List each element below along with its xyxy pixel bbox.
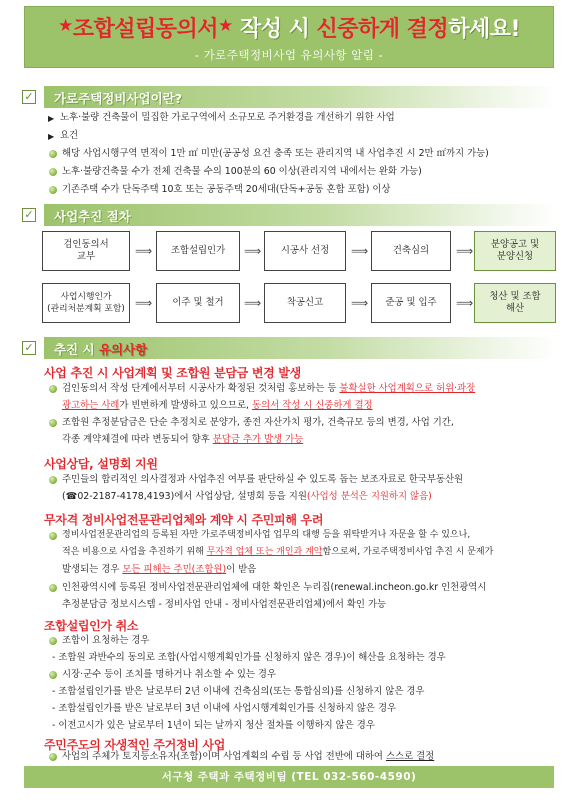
process-step [156, 231, 240, 271]
section-header-cautions [22, 337, 556, 359]
caution-text: 인천광역시에 등록된 정비사업전문관리업체에 대한 확인은 누리집(renewal.incheon.go.kr 인천광역시 [62, 582, 487, 593]
section-header-process [22, 204, 556, 226]
title-red-part-2: 신중하게 결정 [316, 17, 449, 42]
section-header-intro [22, 86, 556, 108]
section-title: 사업추진 절차 [54, 209, 131, 224]
triangle-bullet-icon: ▶ [48, 132, 55, 141]
bullet-icon [49, 584, 57, 592]
double-arrow-icon: ⟹ [351, 296, 369, 310]
double-arrow-icon: ⟹ [456, 244, 474, 258]
process-step [371, 283, 451, 323]
bullet-icon [49, 671, 57, 679]
bullet-icon [49, 532, 57, 540]
caution-heading: 사업상담, 설명회 지원 [44, 457, 158, 471]
title-end-part: 하세요! [448, 17, 520, 42]
requirement-item: 해당 사업시행구역 면적이 1만 ㎡ 미만(공공성 요건 충족 또는 관리지역 내 사업추진 시 2만 ㎡까지 가능) [62, 148, 489, 159]
bullet-icon [49, 150, 57, 158]
caution-text: - 조합설립인가를 받은 날로부터 2년 이내에 건축심의(또는 통합심의)를 신청하지 않은 경우 [52, 686, 425, 697]
caution-text: 각종 계약체결에 따라 변동되어 향후 분담금 추가 발생 가능 [62, 434, 304, 445]
star-icon: ★ [218, 16, 233, 36]
requirement-item: 기존주택 수가 단독주택 10호 또는 공동주택 20세대(단독+공동 혼합 포함) 이상 [62, 184, 391, 195]
double-arrow-icon: ⟹ [244, 244, 262, 258]
process-step [264, 231, 346, 271]
double-arrow-icon: ⟹ [135, 244, 153, 258]
caution-text: 광고하는 사례가 빈번하게 발생하고 있으므로, 동의서 작성 시 신중하게 결정 [62, 400, 373, 411]
bullet-icon [49, 186, 57, 194]
caution-text: 조합이 요청하는 경우 [62, 635, 150, 646]
process-step [42, 231, 130, 271]
checkbox-icon: ✓ [22, 90, 36, 104]
process-step-label: 착공신고 [286, 297, 324, 308]
checkbox-icon: ✓ [22, 341, 36, 355]
bullet-icon [49, 419, 57, 427]
process-step-label: 조합설립인가 [170, 245, 226, 256]
process-step [264, 283, 346, 323]
title-red-part: 조합설립동의서 [72, 17, 219, 42]
caution-text: 발생되는 경우 모든 피해는 주민(조합원)이 받음 [62, 564, 257, 575]
caution-text: 사업의 주체가 토지등소유자(조합)이며 사업계획의 수립 등 사업 전반에 대하여 스스로 결정 [62, 751, 435, 762]
bullet-icon [49, 385, 57, 393]
intro-definition: 노후·불량 건축물이 밀집한 가로구역에서 소규모로 주거환경을 개선하기 위한 사업 [60, 112, 395, 123]
process-step-label: 사업시행인가 (관리처분계획 포함) [47, 292, 125, 314]
process-step-label: 분양공고 및 분양신청 [490, 239, 540, 262]
process-step-label: 시공사 선정 [280, 245, 330, 256]
section-bar [44, 86, 556, 108]
header-banner [24, 6, 554, 68]
double-arrow-icon: ⟹ [456, 296, 474, 310]
caution-text: - 조합원 과반수의 동의로 조합(사업시행계획인가를 신청하지 않은 경우)이 해산을 요청하는 경우 [52, 652, 446, 663]
bullet-icon [49, 753, 57, 761]
process-step [156, 283, 240, 323]
caution-heading: 조합설립인가 취소 [44, 619, 139, 633]
double-arrow-icon: ⟹ [244, 296, 262, 310]
caution-text: 추정분담금 정보시스템 - 정비사업 안내 - 정비사업전문관리업체)에서 확인 가능 [62, 599, 387, 610]
process-step [474, 283, 556, 323]
caution-text: - 조합설립인가를 받은 날로부터 3년 이내에 사업시행계획인가를 신청하지 않은 경우 [52, 703, 397, 714]
bullet-icon [49, 168, 57, 176]
double-arrow-icon: ⟹ [135, 296, 153, 310]
caution-text: 시장·군수 등이 조치를 명하거나 취소할 수 있는 경우 [62, 669, 277, 680]
caution-text: 검인동의서 작성 단계에서부터 시공사가 확정된 것처럼 홍보하는 등 불확실한 사업계획으로 허위·과장 [62, 383, 476, 394]
caution-text: 정비사업전문관리업의 등록된 자만 가로주택정비사업 업무의 대행 등을 위탁받거나 자문을 할 수 있으나, [62, 530, 471, 540]
title-mid-part: 작성 시 [232, 17, 317, 42]
star-icon: ★ [58, 16, 73, 36]
process-step-label: 이주 및 철거 [172, 297, 224, 308]
checkbox-icon: ✓ [22, 208, 36, 222]
section-title: 추진 시 유의사항 [54, 342, 148, 357]
section-bar [44, 337, 556, 359]
page-title [25, 12, 553, 43]
process-step-label: 검인동의서 교부 [63, 239, 109, 262]
process-step-label: 청산 및 조합 해산 [489, 291, 541, 314]
process-step-label: 건축심의 [392, 245, 430, 256]
page-subtitle: - 가로주택정비사업 유의사항 알림 - [194, 48, 384, 62]
requirements-label: 요건 [60, 130, 79, 141]
caution-text: - 이전고시가 있은 날로부터 1년이 되는 날까지 청산 절차를 이행하지 않은 경우 [52, 720, 375, 731]
section-title: 가로주택정비사업이란? [54, 91, 183, 106]
process-step [42, 283, 130, 323]
process-step-label: 준공 및 입주 [385, 297, 437, 308]
process-step [371, 231, 451, 271]
caution-heading: 주민주도의 자생적인 주거정비 사업 [44, 738, 226, 752]
process-step [474, 231, 556, 271]
caution-heading: 무자격 정비사업전문관리업체와 계약 시 주민피해 우려 [44, 513, 324, 527]
section-bar [44, 204, 556, 226]
caution-text: 주민들의 합리적인 의사결정과 사업추진 여부를 판단하실 수 있도록 돕는 보조자료로 한국부동산원 [62, 474, 464, 485]
requirement-item: 노후·불량건축물 수가 전체 건축물 수의 100분의 60 이상(관리지역 내에서는 완화 가능) [62, 166, 422, 177]
bullet-icon [49, 637, 57, 645]
bullet-icon [49, 476, 57, 484]
footer-contact: 서구청 주택과 주택정비팀 (TEL 032-560-4590) [24, 766, 554, 788]
caution-text: (☎02-2187-4178,4193)에서 사업상담, 설명회 등을 지원(사업성 분석은 지원하지 않음) [62, 491, 432, 502]
caution-heading: 사업 추진 시 사업계획 및 조합원 분담금 변경 발생 [44, 366, 301, 380]
caution-text: 조합원 추정분담금은 단순 추정치로 분양가, 종전 자산가치 평가, 건축규모 등의 변경, 사업 기간, [62, 417, 454, 428]
triangle-bullet-icon: ▶ [48, 114, 55, 123]
caution-text: 적은 비용으로 사업을 추진하기 위해 무자격 업체 또는 개인과 계약함으로써, 가로주택정비사업 추진 시 문제가 [62, 547, 494, 557]
double-arrow-icon: ⟹ [351, 244, 369, 258]
